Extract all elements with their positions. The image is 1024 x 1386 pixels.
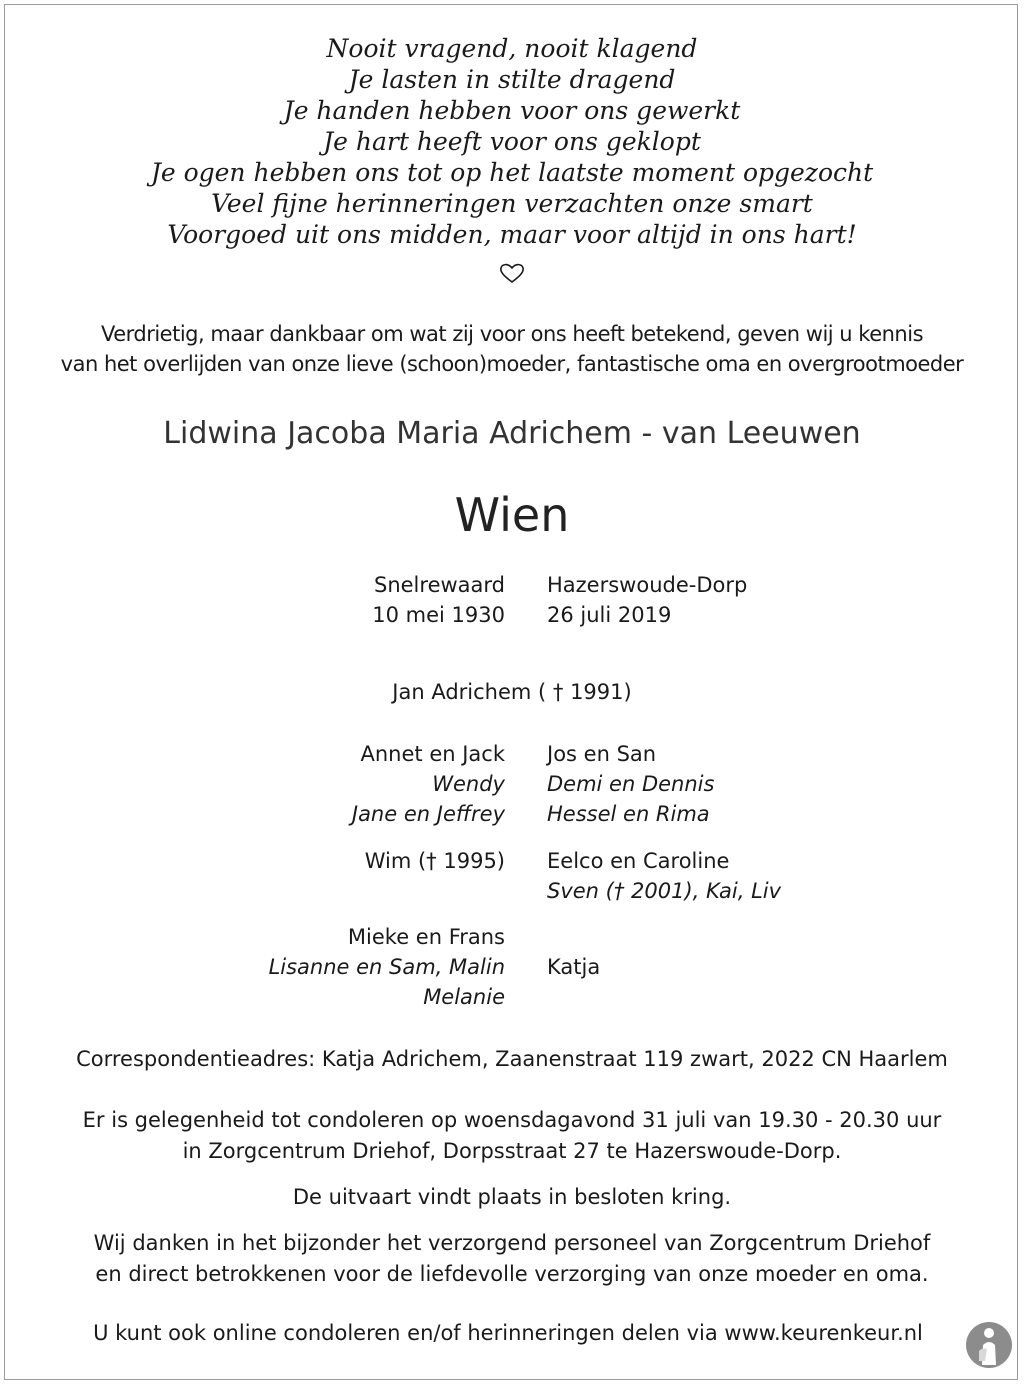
condolence-line: in Zorgcentrum Driehof, Dorpsstraat 27 te Hazerswoude-Dorp.	[182, 1139, 842, 1163]
family-name: Mieke en Frans	[347, 925, 505, 949]
family-name: Jos en San	[547, 742, 657, 766]
poem-line: Veel fijne herinneringen verzachten onze smart	[211, 189, 813, 218]
funeral-info: De uitvaart vindt plaats in besloten kring.	[292, 1185, 732, 1209]
family-left-3	[269, 922, 505, 1012]
full-name: Lidwina Jacoba Maria Adrichem - van Leeuwen	[163, 416, 861, 451]
keurenkeur-logo-icon	[965, 1321, 1013, 1369]
announcement-intro	[0, 319, 1024, 379]
birth-info	[372, 570, 505, 630]
grandchild-name: Hessel en Rima	[547, 802, 710, 826]
family-left-2	[365, 846, 505, 876]
grandchild-name: Sven († 2001), Kai, Liv	[547, 879, 782, 903]
family-name: Katja	[547, 955, 601, 979]
thanks-line: Wij danken in het bijzonder het verzorgend personeel van Zorgcentrum Driehof	[93, 1231, 931, 1255]
correspondence-address: Correspondentieadres: Katja Adrichem, Zaanenstraat 119 zwart, 2022 CN Haarlem	[76, 1047, 948, 1071]
family-right-2	[547, 846, 781, 906]
intro-line: van het overlijden van onze lieve (schoon)moeder, fantastische oma en overgrootmoeder	[60, 352, 964, 376]
heart-icon	[498, 262, 526, 284]
condolence-info	[0, 1105, 1024, 1167]
family-right-1	[547, 739, 714, 829]
family-right-3	[547, 952, 600, 982]
family-left-1	[352, 739, 505, 829]
death-info	[547, 570, 747, 630]
grandchild-name: Lisanne en Sam, Malin	[268, 955, 505, 979]
spouse: Jan Adrichem ( † 1991)	[392, 680, 632, 704]
family-name: Annet en Jack	[360, 742, 505, 766]
grandchild-name: Demi en Dennis	[547, 772, 715, 796]
death-date: 26 juli 2019	[547, 603, 672, 627]
death-place: Hazerswoude-Dorp	[547, 573, 748, 597]
poem-line: Je lasten in stilte dragend	[348, 65, 676, 94]
family-name: Wim († 1995)	[364, 849, 505, 873]
poem-line: Je handen hebben voor ons gewerkt	[283, 96, 741, 125]
grandchild-name: Melanie	[423, 985, 505, 1009]
intro-line: Verdrietig, maar dankbaar om wat zij voor ons heeft betekend, geven wij u kennis	[100, 322, 924, 346]
birth-place: Snelrewaard	[374, 573, 505, 597]
grandchild-name: Wendy	[432, 772, 505, 796]
poem-line: Je ogen hebben ons tot op het laatste moment opgezocht	[150, 158, 874, 187]
poem-line: Je hart heeft voor ons geklopt	[323, 127, 701, 156]
poem	[0, 33, 1024, 250]
poem-line: Voorgoed uit ons midden, maar voor altijd in ons hart!	[167, 220, 857, 249]
online-condolence: U kunt ook online condoleren en/of herinneringen delen via www.keurenkeur.nl	[93, 1321, 923, 1345]
poem-line: Nooit vragend, nooit klagend	[326, 34, 698, 63]
thanks	[0, 1228, 1024, 1290]
thanks-line: en direct betrokkenen voor de liefdevolle verzorging van onze moeder en oma.	[95, 1262, 929, 1286]
grandchild-name: Jane en Jeffrey	[351, 802, 505, 826]
family-name: Eelco en Caroline	[547, 849, 730, 873]
condolence-line: Er is gelegenheid tot condoleren op woensdagavond 31 juli van 19.30 - 20.30 uur	[82, 1108, 942, 1132]
birth-date: 10 mei 1930	[372, 603, 505, 627]
nickname: Wien	[454, 488, 570, 542]
